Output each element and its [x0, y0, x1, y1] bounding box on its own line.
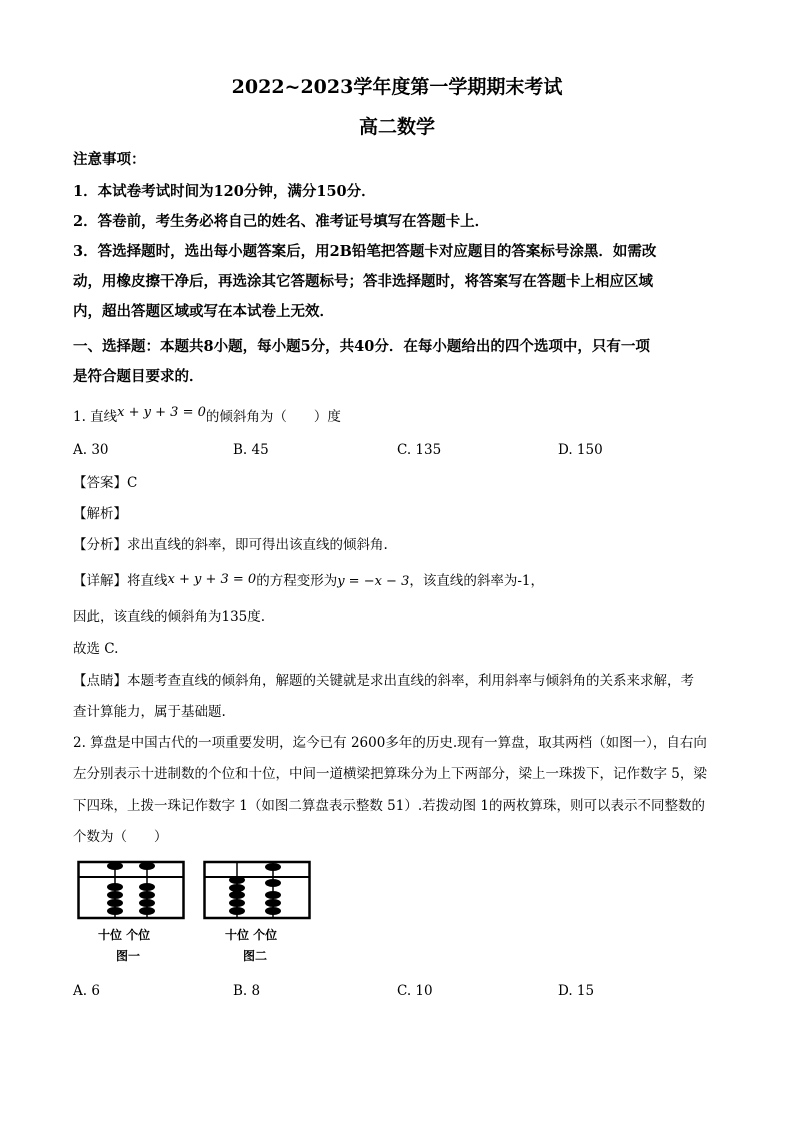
question-1-option-d: D. 150 [558, 442, 603, 458]
question-1-xiangjie [73, 571, 723, 592]
notice-item-3-line-3: 内，超出答题区域或写在本试卷上无效． [73, 303, 334, 320]
question-1-therefore: 因此，该直线的倾斜角为135度. [73, 609, 266, 625]
notice-item-1: 1．本试卷考试时间为120分钟，满分150分． [73, 183, 376, 200]
question-1-option-a: A. 30 [73, 442, 109, 458]
fenxi-text: 求出直线的斜率，即可得出该直线的倾斜角. [127, 537, 388, 553]
xiangjie-text-c: ，该直线的斜率为-1， [409, 573, 545, 589]
question-1-option-c: C. 135 [397, 442, 442, 458]
question-1-answer [73, 473, 723, 493]
section-1-heading-line-1: 一、选择题：本题共8小题，每小题5分，共40分．在每小题给出的四个选项中，只有一项 [73, 338, 650, 355]
dianjing-tag: 【点睛】 [73, 673, 127, 689]
question-1-choose: 故选 C. [73, 641, 119, 657]
notice-item-3-line-1: 3．答选择题时，选出每小题答案后，用2B铅笔把答题卡对应题目的答案标号涂黑．如需改 [73, 243, 657, 260]
analysis-tag: 【解析】 [73, 506, 127, 522]
xiangjie-equation-2: y = −x − 3 [337, 574, 410, 589]
question-2-stem-line-4: 个数为（ ） [73, 829, 168, 845]
question-1-fenxi [73, 535, 723, 555]
question-1-dianjing-line-1 [73, 671, 723, 691]
notice-item-2: 2．答卷前，考生务必将自己的姓名、准考证号填写在答题卡上． [73, 213, 490, 230]
question-1-dianjing-line-2: 查计算能力，属于基础题. [73, 704, 226, 720]
abacus-figure-1 [77, 858, 185, 920]
xiangjie-text-a: 将直线 [127, 573, 168, 589]
question-2-option-d: D. 15 [558, 983, 595, 999]
question-2-stem-line-1: 2. 算盘是中国古代的一项重要发明，迄今已有 2600多年的历史.现有一算盘，取其两档（如图一），自右向 [73, 735, 707, 751]
notice-heading: 注意事项： [73, 151, 146, 168]
question-2-stem-line-2: 左分别表示十进制数的个位和十位，中间一道横梁把算珠分为上下两部分，梁上一珠拨下，记作数字 5，梁 [73, 766, 707, 782]
answer-value: C [127, 475, 138, 491]
section-1-heading-line-2: 是符合题目要求的． [73, 368, 204, 385]
xiangjie-equation-1: x + y + 3 = 0 [167, 572, 257, 587]
question-1-prefix: 1. 直线 [73, 409, 118, 425]
question-1-equation: x + y + 3 = 0 [117, 405, 206, 420]
question-2-stem-line-3: 下四珠，上拨一珠记作数字 1（如图二算盘表示整数 51）.若拨动图 1的两枚算珠，则可以表示不同整数的 [73, 798, 706, 814]
question-1-stem [73, 407, 723, 428]
abacus-figure-2 [203, 858, 311, 920]
answer-tag: 【答案】 [73, 475, 127, 491]
question-2-option-c: C. 10 [397, 983, 433, 999]
question-1-option-b: B. 45 [233, 442, 269, 458]
exam-title: 2022~2023学年度第一学期期末考试 [231, 76, 563, 98]
question-2-option-a: A. 6 [73, 983, 100, 999]
question-1-suffix: 的倾斜角为（ ）度 [205, 409, 341, 425]
figure-1-labels: 十位 个位 [98, 928, 151, 942]
fenxi-tag: 【分析】 [73, 537, 127, 553]
figure-2-caption: 图二 [243, 949, 268, 963]
notice-item-3-line-2: 动，用橡皮擦干净后，再选涂其它答题标号；答非选择题时，将答案写在答题卡上相应区域 [73, 273, 653, 290]
xiangjie-text-b: 的方程变形为 [256, 573, 338, 589]
dianjing-text: 本题考查直线的倾斜角，解题的关键就是求出直线的斜率，利用斜率与倾斜角的关系来求解，考 [127, 673, 694, 689]
exam-subject: 高二数学 [358, 116, 435, 138]
question-2-option-b: B. 8 [233, 983, 261, 999]
figure-1-caption: 图一 [116, 949, 141, 963]
xiangjie-tag: 【详解】 [73, 573, 127, 589]
figure-2-labels: 十位 个位 [225, 928, 278, 942]
